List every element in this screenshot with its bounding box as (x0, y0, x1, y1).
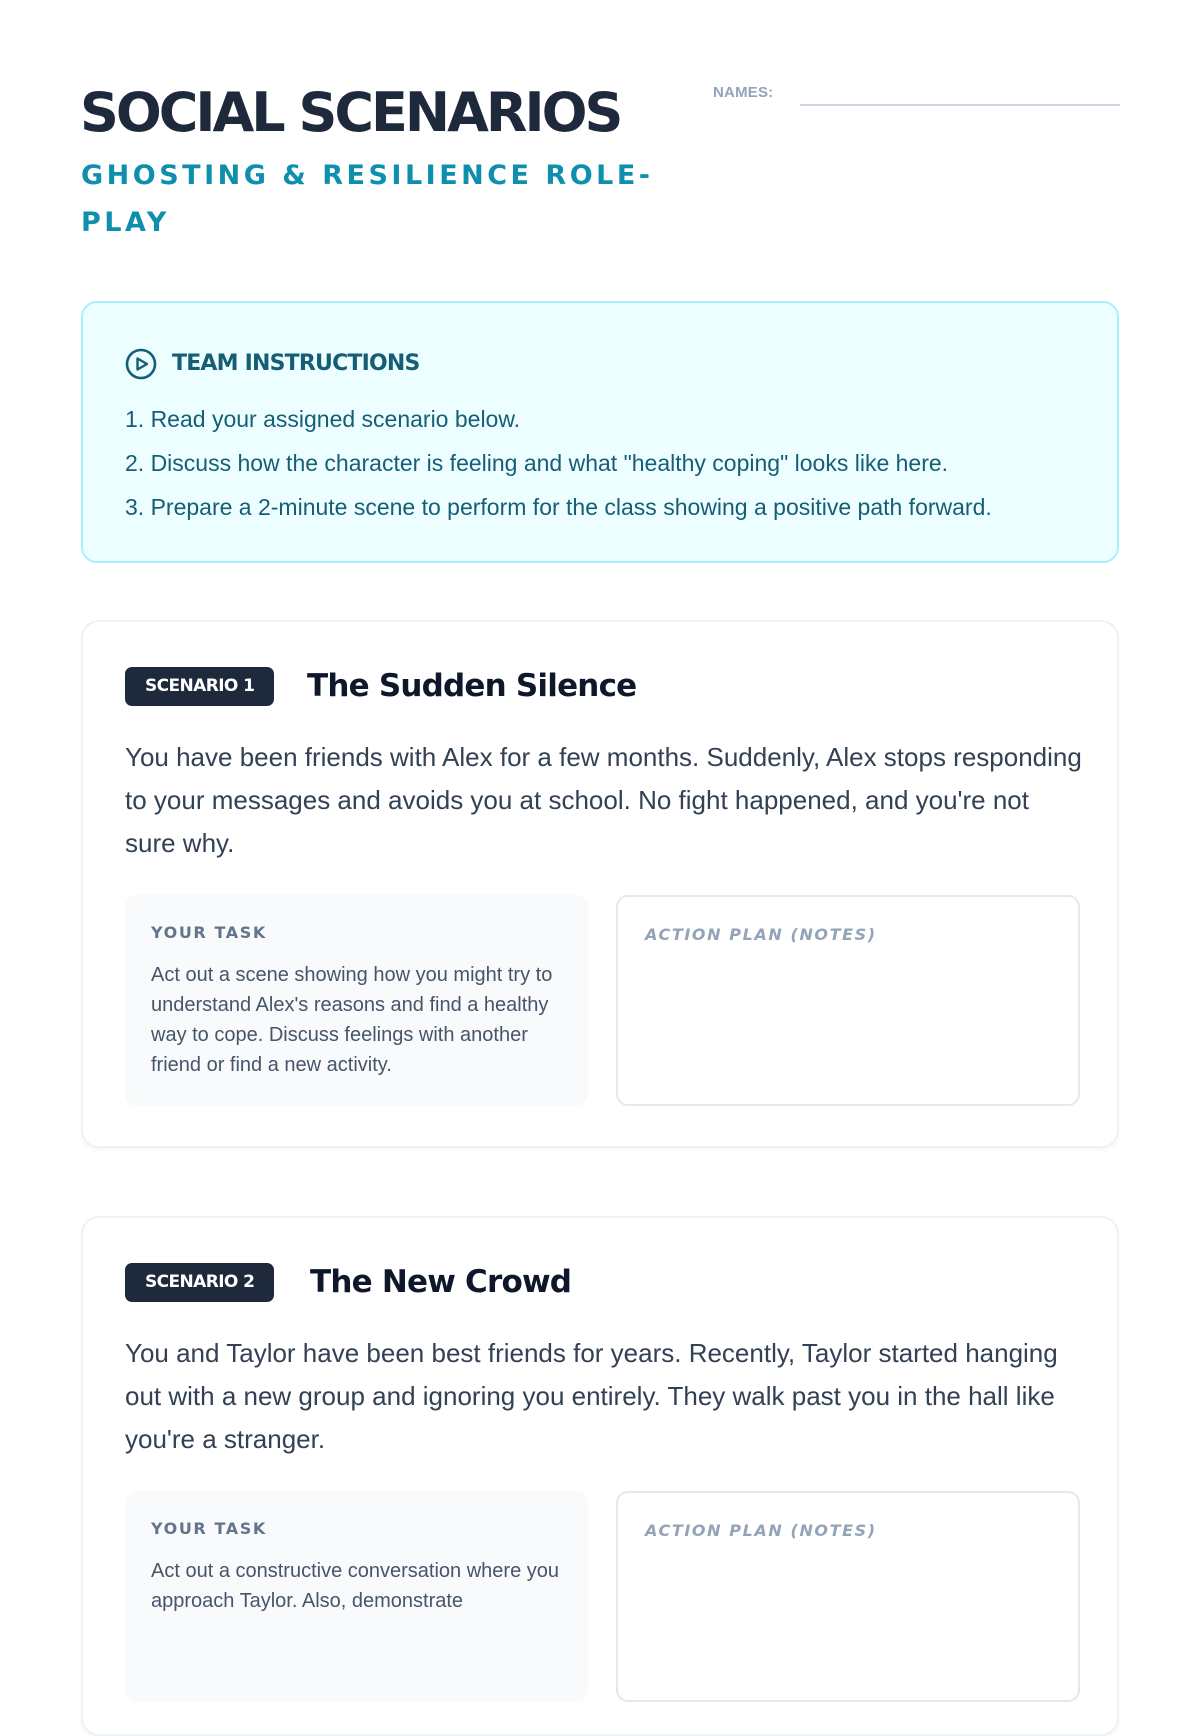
instruction-item: 3. Prepare a 2-minute scene to perform for the class showing a positive path forward. (125, 494, 992, 520)
task-box (125, 895, 588, 1106)
scenario-title: The Sudden Silence (307, 668, 637, 704)
instructions-list (125, 397, 992, 529)
action-plan-notes-box[interactable] (616, 1491, 1080, 1702)
task-label: YOUR TASK (151, 1519, 267, 1538)
play-circle-icon (125, 348, 157, 380)
task-box (125, 1491, 588, 1702)
scenario-title: The New Crowd (310, 1264, 572, 1300)
instruction-item: 2. Discuss how the character is feeling and what "healthy coping" looks like here. (125, 450, 949, 476)
names-label: NAMES: (713, 84, 774, 101)
scenario-card (81, 1216, 1119, 1736)
notes-label: ACTION PLAN (NOTES) (645, 1521, 877, 1540)
task-text: Act out a constructive conversation where you approach Taylor. Also, demonstrate (151, 1560, 559, 1612)
scenario-badge: SCENARIO 2 (125, 1263, 274, 1302)
instructions-heading: TEAM INSTRUCTIONS (172, 351, 420, 376)
scenario-story: You and Taylor have been best friends for years. Recently, Taylor started hanging out with a new group and ignoring you entirely. They walk past you in the hall like you're a stranger. (125, 1338, 1058, 1454)
scenario-badge: SCENARIO 1 (125, 667, 274, 706)
team-instructions-panel (81, 301, 1119, 563)
action-plan-notes-box[interactable] (616, 895, 1080, 1106)
page-title: SOCIAL SCENARIOS (80, 81, 621, 144)
notes-label: ACTION PLAN (NOTES) (645, 925, 877, 944)
scenario-card (81, 620, 1119, 1148)
scenario-story: You have been friends with Alex for a few months. Suddenly, Alex stops responding to your messages and avoids you at school. No fight happened, and you're not sure why. (125, 742, 1082, 858)
page-subtitle: GHOSTING & RESILIENCE ROLE-PLAY (81, 160, 654, 238)
names-input-line[interactable] (800, 104, 1120, 106)
instruction-item: 1. Read your assigned scenario below. (125, 406, 521, 432)
task-label: YOUR TASK (151, 923, 267, 942)
task-text: Act out a scene showing how you might try to understand Alex's reasons and find a healthy way to cope. Discuss feelings with another friend or find a new activity. (151, 964, 553, 1076)
